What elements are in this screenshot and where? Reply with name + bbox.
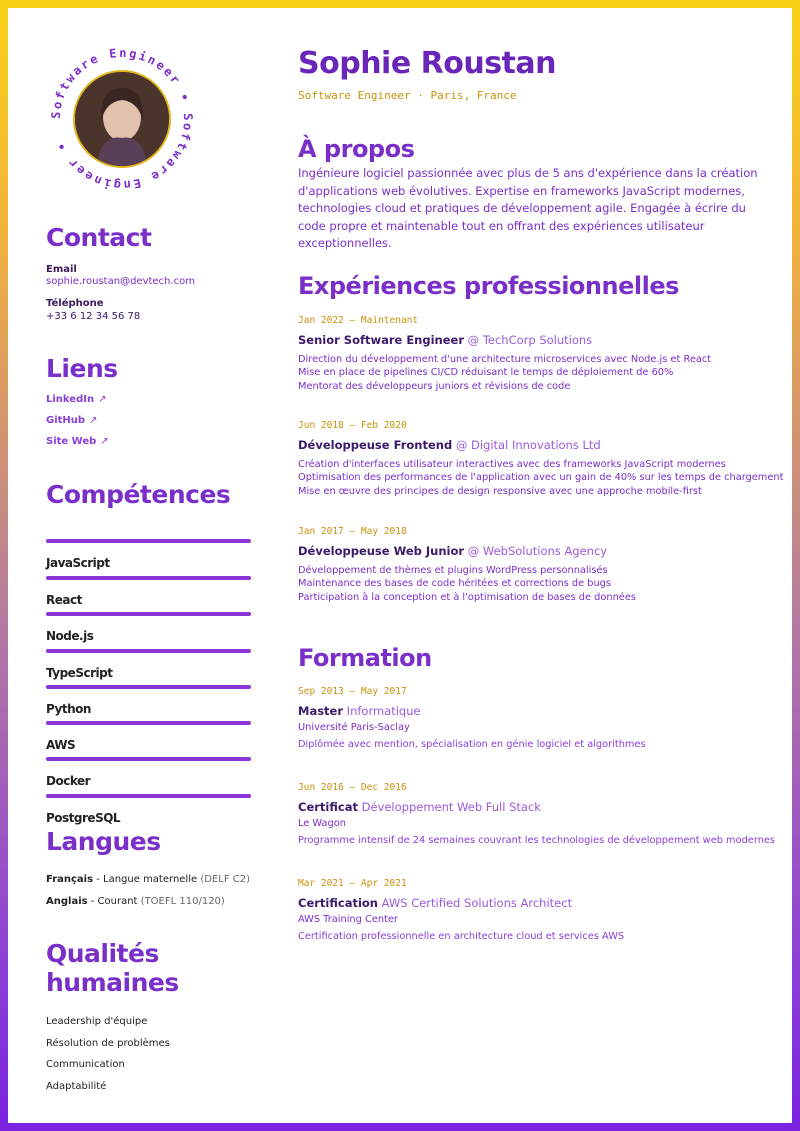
bullet: Mise en place de pipelines CI/CD réduisant le temps de déploiement de 60% [298,367,674,379]
bullet: Optimisation des performances de l'application avec un gain de 40% sur les temps de chargement [298,472,784,484]
skill-name: TypeScript [46,666,113,680]
entry-role: Développeuse Web Junior [298,544,465,558]
bullet: Participation à la conception et à l'optimisation de bases de données [298,591,636,603]
phone-label: Téléphone [46,298,104,309]
entry-role: Senior Software Engineer [298,333,465,347]
entry-title [298,438,768,456]
link-website[interactable] [46,436,109,447]
entry-date: Sep 2013 — May 2017 [298,686,407,697]
entry-description: Programme intensif de 24 semaines couvrant les technologies de développement web modernes [298,835,776,846]
skill-bar [46,649,251,653]
language-name: Français [46,874,94,885]
bullet: Mentorat des développeurs juniors et révisions de code [298,380,571,392]
entry-title [298,333,768,351]
bullet: Développement de thèmes et plugins WordPress personnalisés [298,565,608,576]
entry-company: @ TechCorp Solutions [464,333,593,347]
about-text: Ingénieure logiciel passionnée avec plus de 5 ans d'expérience dans la création d'applications web évolutives. Expertise en frameworks JavaScript modernes, technologies cloud et pratiques de développement agile. Engagée à écrire du code propre et maintenable tout en offrant des expériences utilisateur exceptionnelles. [298,166,758,250]
entry-school: Le Wagon [298,818,346,829]
skill-name: JavaScript [46,556,110,570]
education-heading: Formation [298,644,432,672]
email-link[interactable]: sophie.roustan@devtech.com [46,276,195,287]
links-heading: Liens [46,354,118,383]
person-name: Sophie Roustan [298,46,556,81]
external-link-icon: ↗ [100,436,109,447]
entry-company: @ Digital Innovations Ltd [452,438,601,452]
ring-text-path: Software Engineer • Software Engineer • [48,45,196,193]
qualities-heading-line1: Qualités [46,939,159,968]
external-link-icon: ↗ [98,394,107,405]
experience-entry [298,420,784,498]
entry-degree: Certification [298,896,378,910]
skill-name: Python [46,702,91,716]
entry-date: Jun 2018 — Feb 2020 [298,420,407,431]
entry-field: Informatique [343,704,421,718]
entry-title [298,800,768,818]
entry-title [298,896,768,914]
entry-company: @ WebSolutions Agency [464,544,608,558]
profile-badge [48,45,196,193]
entry-title [298,544,768,562]
entry-bullets [298,458,784,498]
education-entry [298,878,768,942]
bullet: Direction du développement d'une architecture microservices avec Node.js et React [298,354,712,365]
entry-field: AWS Certified Solutions Architect [377,896,573,910]
phone-value: +33 6 12 34 56 78 [46,311,141,322]
email-label: Email [46,264,77,275]
entry-role: Développeuse Frontend [298,438,453,452]
link-label: GitHub [46,415,86,426]
education-entry [298,782,776,846]
external-link-icon: ↗ [89,415,98,426]
skill-name: Node.js [46,629,94,643]
languages-heading: Langues [46,827,161,856]
entry-title [298,704,768,722]
skills-heading: Compétences [46,480,231,509]
bullet: Mise en œuvre des principes de design responsive avec une approche mobile-first [298,485,702,497]
qualities-heading [46,939,179,997]
bullet: Création d'interfaces utilisateur interactives avec des frameworks JavaScript modernes [298,459,726,470]
skill-name: React [46,593,82,607]
bullet: Maintenance des bases de code héritées et corrections de bugs [298,578,611,590]
entry-degree: Master [298,704,344,718]
entry-date: Jan 2022 — Maintenant [298,315,419,326]
language-item [46,874,250,885]
entry-date: Mar 2021 — Apr 2021 [298,878,407,889]
link-linkedin[interactable] [46,394,106,405]
entry-bullets [298,564,768,604]
language-level: - Courant [87,896,141,907]
skill-name: PostgreSQL [46,811,121,825]
skill-bar [46,539,251,543]
link-label: Site Web [46,436,97,447]
skill-bar [46,757,251,761]
about-heading: À propos [298,135,415,163]
entry-date: Jun 2016 — Dec 2016 [298,782,407,793]
entry-field: Développement Web Full Stack [357,800,541,814]
avatar [73,70,171,168]
entry-date: Jan 2017 — May 2018 [298,526,407,537]
education-entry [298,686,768,750]
quality-item: Résolution de problèmes [46,1038,170,1049]
experience-heading: Expériences professionnelles [298,272,679,300]
contact-heading: Contact [46,223,152,252]
entry-bullets [298,353,768,393]
experience-entry [298,315,768,393]
entry-description: Diplômée avec mention, spécialisation en génie logiciel et algorithmes [298,739,646,750]
skill-bar [46,612,251,616]
quality-item: Communication [46,1059,125,1070]
quality-item: Adaptabilité [46,1081,107,1092]
skill-bar [46,576,251,580]
link-label: LinkedIn [46,394,95,405]
entry-school: AWS Training Center [298,914,398,925]
language-level: - Langue maternelle [93,874,201,885]
skill-name: AWS [46,738,76,752]
language-certificate: (TOEFL 110/120) [140,896,225,907]
qualities-heading-line2: humaines [46,968,179,997]
link-github[interactable] [46,415,97,426]
skill-bar [46,794,251,798]
resume-page [8,8,792,1123]
language-name: Anglais [46,896,88,907]
experience-entry [298,526,768,604]
skill-bar [46,685,251,689]
person-subtitle: Software Engineer · Paris, France [298,89,517,102]
entry-degree: Certificat [298,800,358,814]
quality-item: Leadership d'équipe [46,1016,148,1027]
entry-description: Certification professionnelle en architecture cloud et services AWS [298,931,625,942]
skill-name: Docker [46,774,91,788]
skill-bar [46,721,251,725]
language-certificate: (DELF C2) [200,874,250,885]
language-item [46,896,225,907]
entry-school: Université Paris-Saclay [298,722,410,733]
